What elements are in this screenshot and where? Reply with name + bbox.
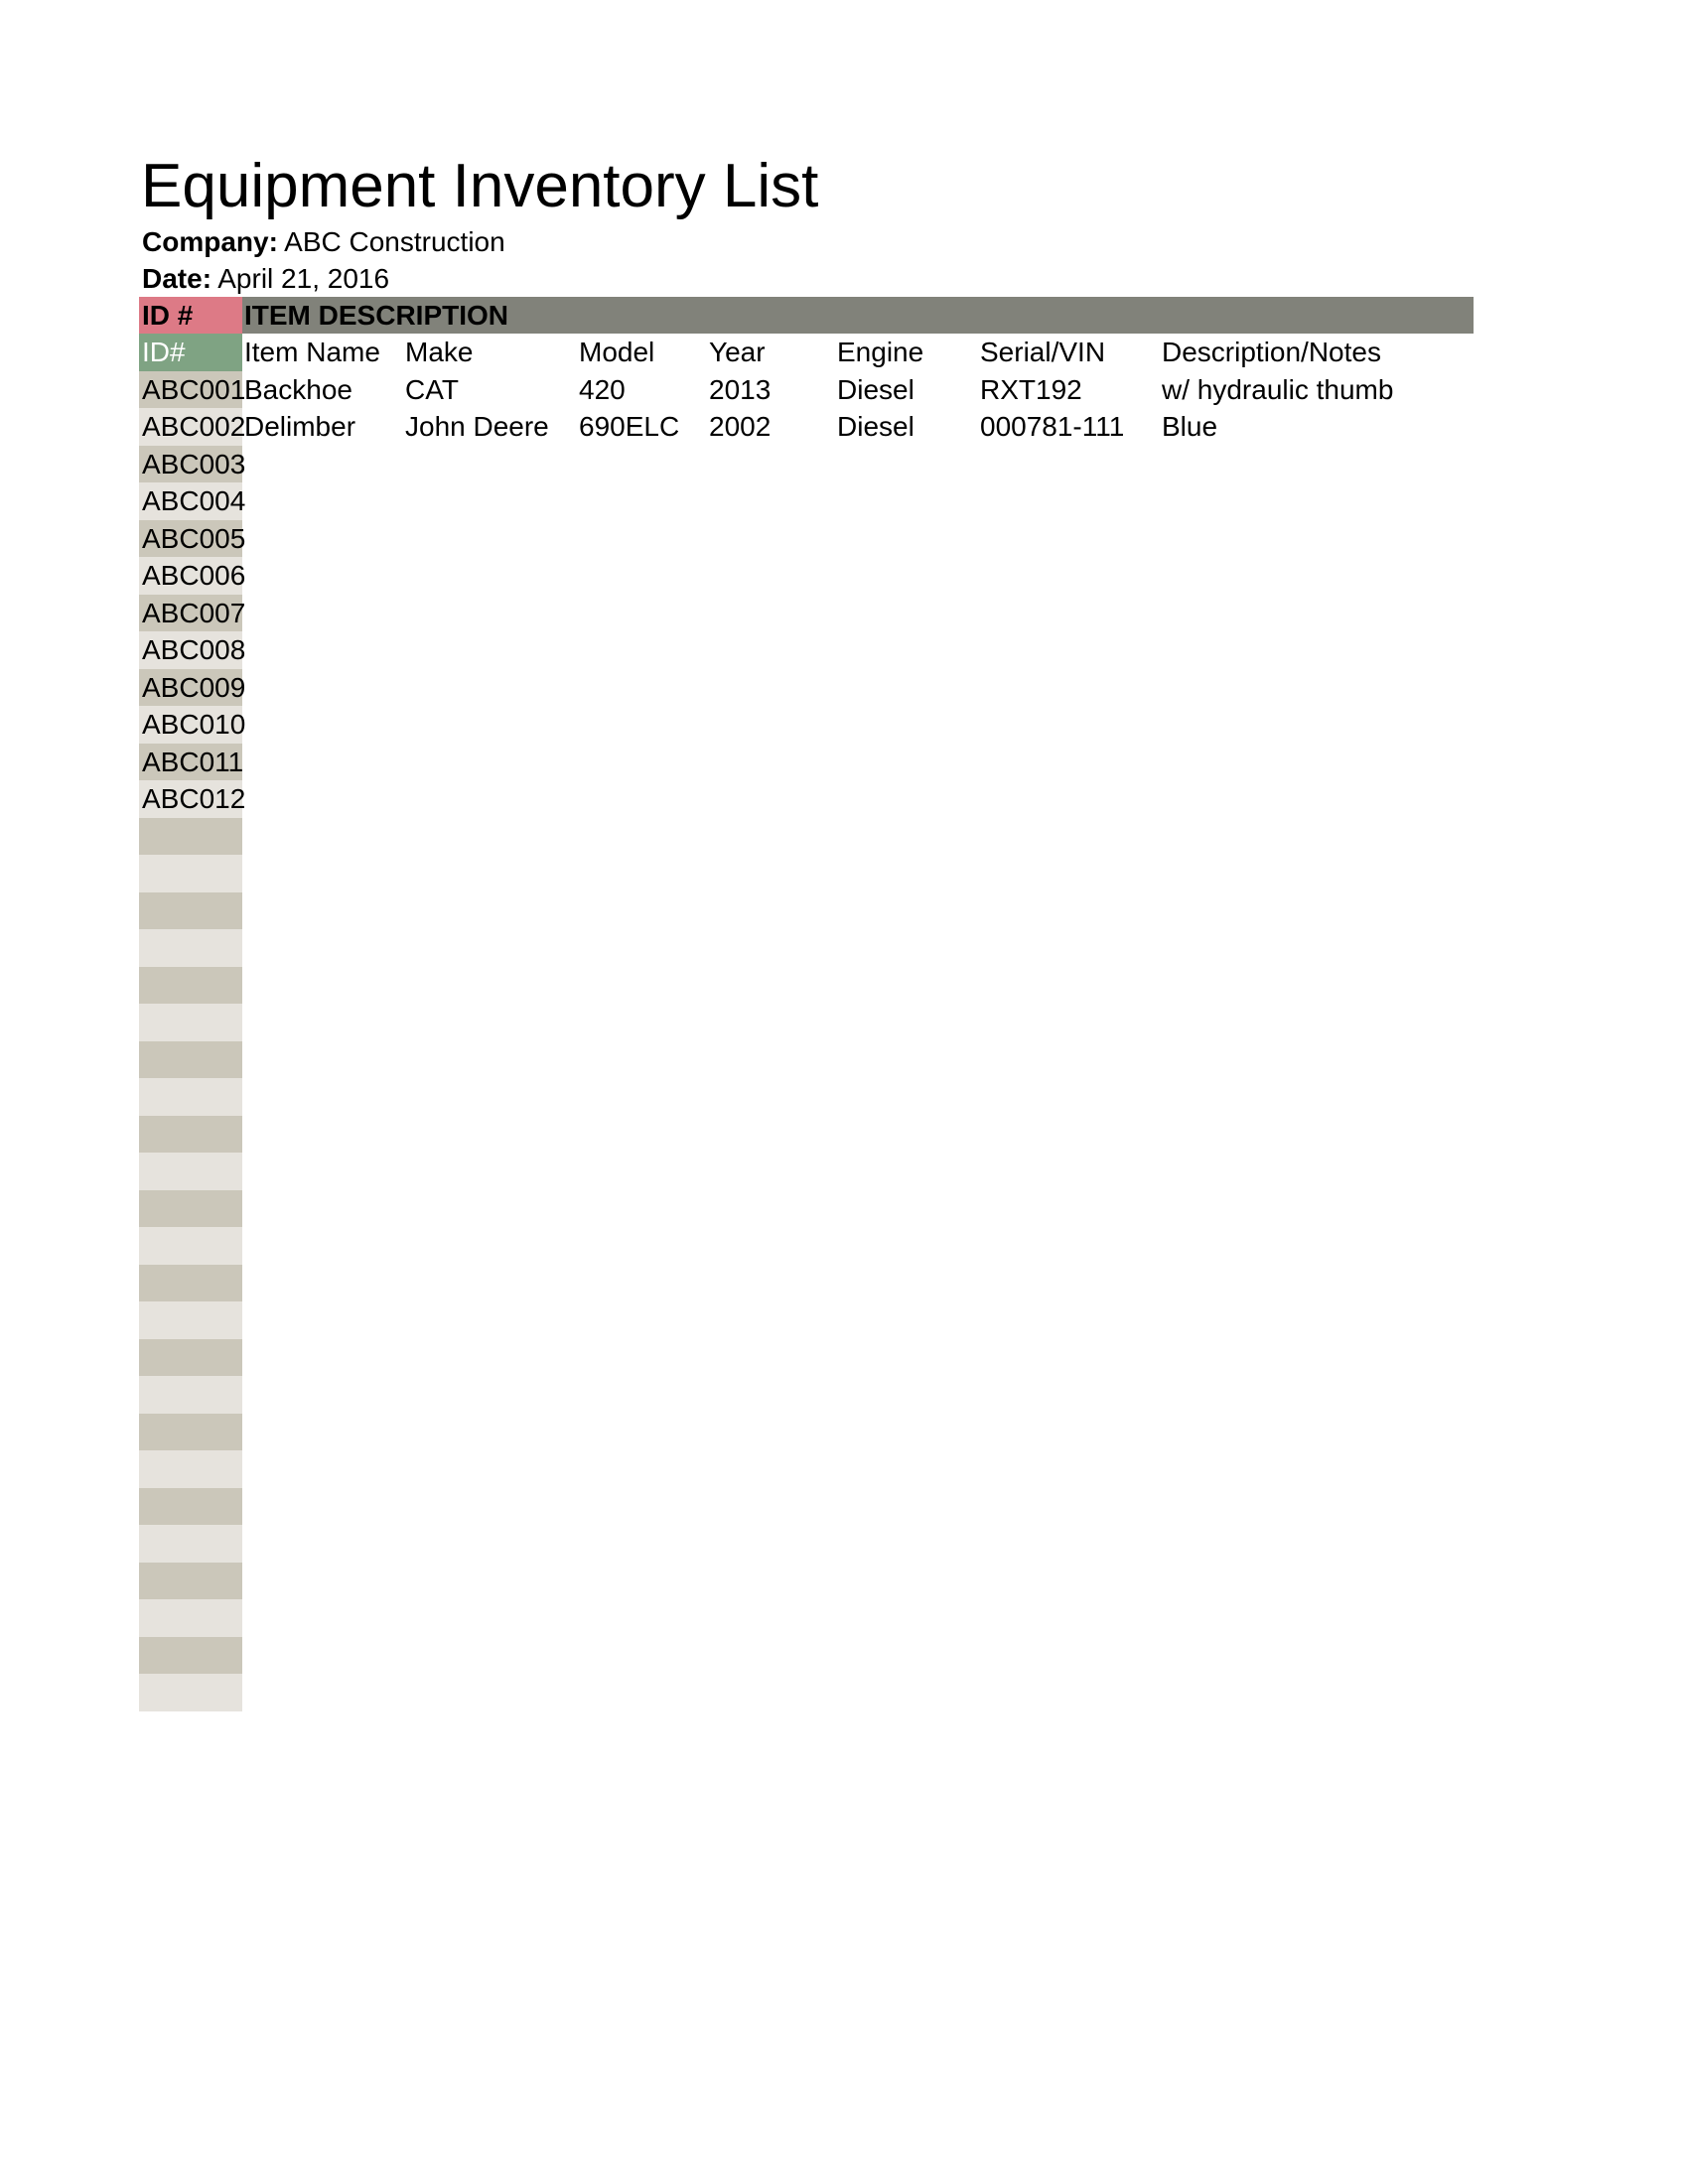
- id-cell: ABC010: [139, 706, 242, 744]
- item-description-band-header: ITEM DESCRIPTION: [242, 297, 1474, 334]
- table-cell: Backhoe: [244, 373, 352, 405]
- id-cell: ABC007: [139, 595, 242, 632]
- table-cell: CAT: [405, 373, 459, 405]
- id-cell: [139, 1153, 242, 1190]
- table-row: [139, 669, 1474, 707]
- table-cell: 2013: [709, 373, 772, 405]
- column-header: Item Name: [244, 337, 380, 367]
- company-label: Company:: [142, 226, 278, 257]
- date-label: Date:: [142, 263, 212, 294]
- table-row: [139, 706, 1474, 744]
- table-row: [139, 1563, 1474, 1600]
- table-row: [139, 482, 1474, 520]
- date-line: [142, 260, 389, 297]
- id-cell: [139, 1227, 242, 1265]
- table-row: [139, 892, 1474, 930]
- table-row: [139, 1637, 1474, 1675]
- table-cell: Diesel: [837, 411, 914, 442]
- table-row: [139, 967, 1474, 1005]
- table-row: [139, 595, 1474, 632]
- column-header: Serial/VIN: [980, 337, 1106, 367]
- table-row: [139, 1414, 1474, 1451]
- table-row: [139, 520, 1474, 558]
- table-row: [139, 446, 1474, 483]
- table-cell: Blue: [1162, 411, 1218, 442]
- table-cell: 420: [579, 373, 626, 405]
- id-cell: ABC008: [139, 631, 242, 669]
- id-cell: [139, 1637, 242, 1675]
- id-cell: [139, 855, 242, 892]
- id-cell: ABC005: [139, 520, 242, 558]
- table-cell: w/ hydraulic thumb: [1162, 373, 1394, 405]
- date-value: April 21, 2016: [217, 263, 390, 294]
- id-cell: [139, 1599, 242, 1637]
- table-cell: RXT192: [980, 373, 1082, 405]
- column-header: Make: [405, 337, 474, 367]
- id-cell: [139, 1674, 242, 1711]
- table-row: [139, 1041, 1474, 1079]
- id-cell: [139, 1414, 242, 1451]
- id-cell: [139, 1376, 242, 1414]
- id-cell: ABC003: [139, 446, 242, 483]
- table-row: [139, 1599, 1474, 1637]
- id-cell: [139, 1450, 242, 1488]
- id-cell: [139, 929, 242, 967]
- id-cell: ABC004: [139, 482, 242, 520]
- table-cell: Delimber: [244, 411, 356, 442]
- column-header: Year: [709, 337, 766, 367]
- id-cell: [139, 1041, 242, 1079]
- id-cell: [139, 1116, 242, 1154]
- table-row: [139, 1265, 1474, 1302]
- column-header-id: ID#: [139, 334, 242, 371]
- table-row: [139, 408, 1474, 446]
- table-row: [139, 1488, 1474, 1526]
- page-title: Equipment Inventory List: [141, 152, 819, 220]
- id-cell: [139, 1563, 242, 1600]
- table-row: [139, 1339, 1474, 1377]
- table-row: [139, 1301, 1474, 1339]
- table-row: [139, 744, 1474, 781]
- table-row: [139, 1227, 1474, 1265]
- table-cell: 2002: [709, 411, 772, 442]
- table-cell: 000781-111: [980, 411, 1125, 442]
- table-row: [139, 1376, 1474, 1414]
- table-row: [139, 929, 1474, 967]
- id-cell: [139, 1004, 242, 1041]
- table-cell: John Deere: [405, 411, 549, 442]
- id-cell: ABC002: [139, 408, 242, 446]
- id-cell: [139, 1339, 242, 1377]
- id-cell: [139, 967, 242, 1005]
- column-header: Engine: [837, 337, 924, 367]
- id-cell: [139, 1265, 242, 1302]
- table-row: [139, 1116, 1474, 1154]
- id-cell: ABC009: [139, 669, 242, 707]
- table-row: [139, 371, 1474, 409]
- id-cell: [139, 818, 242, 856]
- id-cell: [139, 1301, 242, 1339]
- id-cell: [139, 892, 242, 930]
- table-row: [139, 1004, 1474, 1041]
- table-row: [139, 1078, 1474, 1116]
- id-cell: ABC001: [139, 371, 242, 409]
- id-cell: ABC012: [139, 780, 242, 818]
- company-line: [142, 223, 505, 260]
- id-cell: [139, 1078, 242, 1116]
- table-cell: 690ELC: [579, 411, 680, 442]
- id-band-header: ID #: [139, 297, 242, 334]
- table-row: [139, 1450, 1474, 1488]
- table-row: [139, 1674, 1474, 1711]
- column-header: Model: [579, 337, 655, 367]
- table-row: [139, 818, 1474, 856]
- table-row: [139, 631, 1474, 669]
- table-row: [139, 855, 1474, 892]
- table-cell: Diesel: [837, 373, 914, 405]
- id-cell: ABC006: [139, 557, 242, 595]
- id-cell: [139, 1525, 242, 1563]
- table-row: [139, 557, 1474, 595]
- id-cell: ABC011: [139, 744, 242, 781]
- id-cell: [139, 1190, 242, 1228]
- table-row: [139, 1525, 1474, 1563]
- table-row: [139, 1153, 1474, 1190]
- column-header-row: [139, 334, 1474, 371]
- company-value: ABC Construction: [284, 226, 505, 257]
- table-row: [139, 780, 1474, 818]
- column-header: Description/Notes: [1162, 337, 1381, 367]
- id-cell: [139, 1488, 242, 1526]
- table-row: [139, 1190, 1474, 1228]
